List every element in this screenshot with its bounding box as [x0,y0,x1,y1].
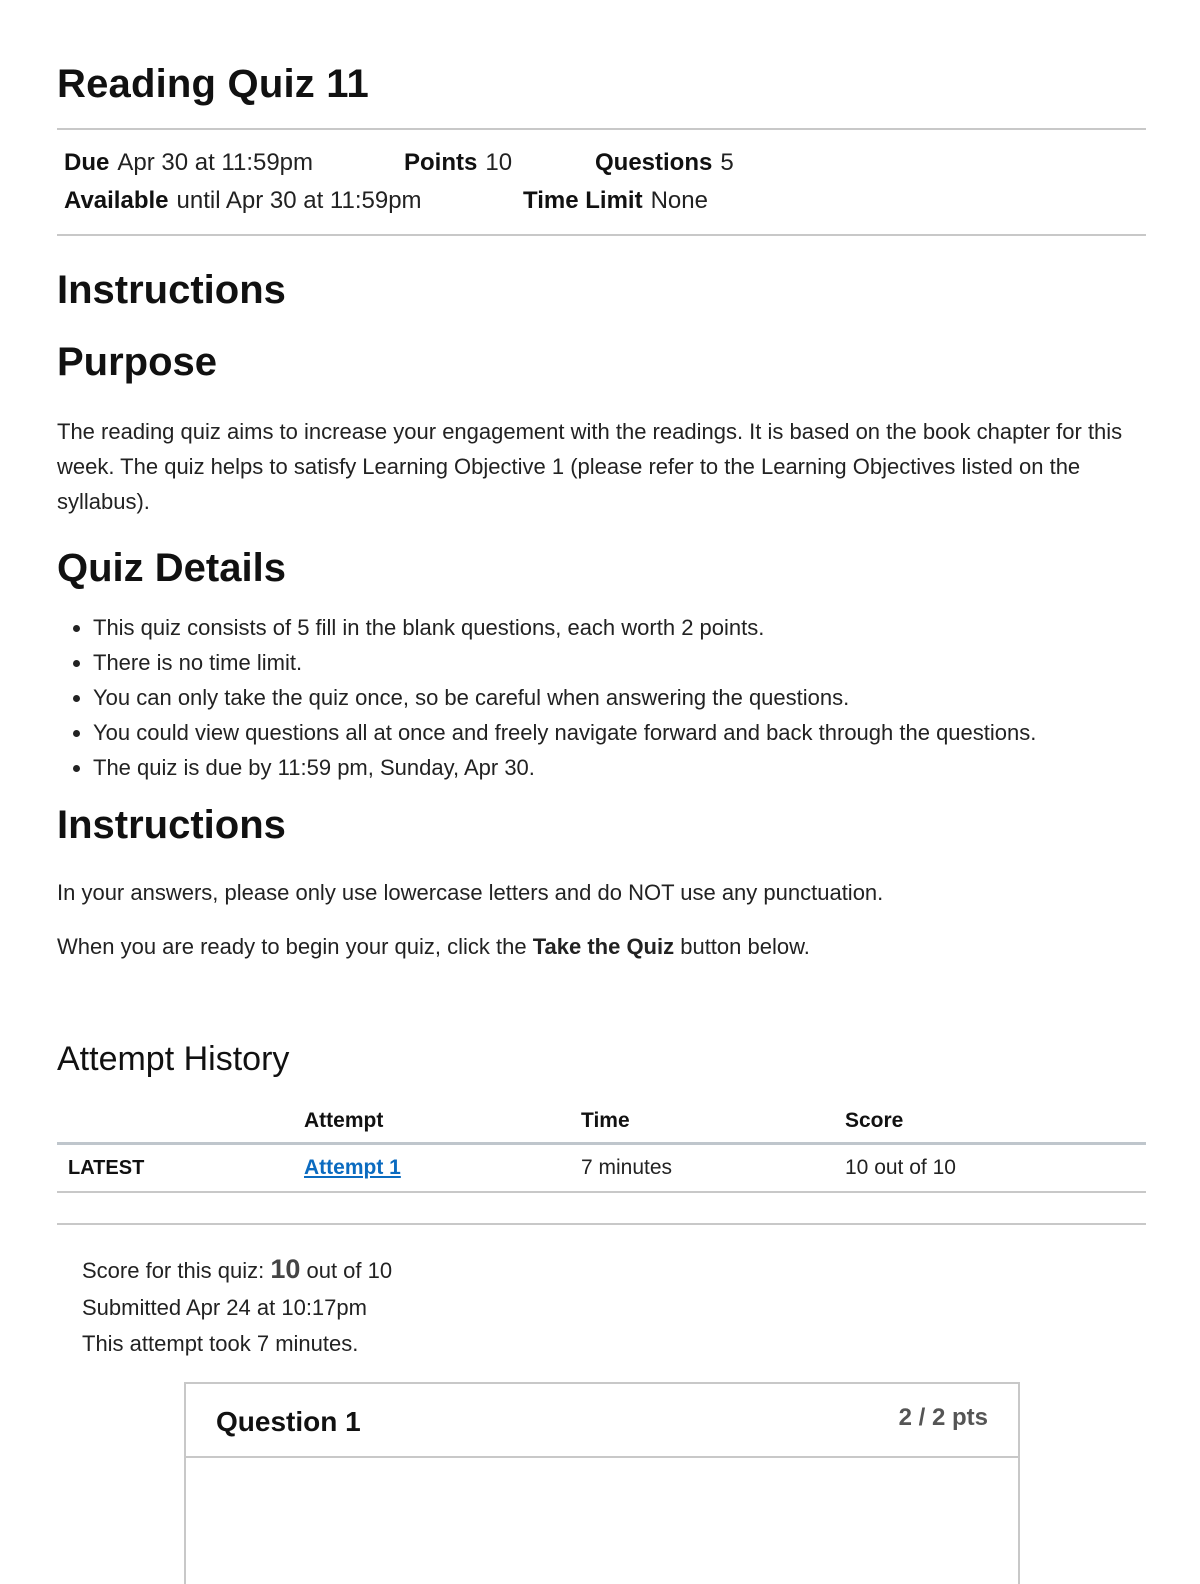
quiz-score [82,1254,392,1285]
due-info [64,149,313,177]
questions-value: 5 [720,149,734,176]
begin-suffix: button below. [674,934,810,959]
score-cell: 10 out of 10 [845,1144,1146,1193]
table-row [57,1144,1146,1193]
divider [57,128,1146,130]
score-value: 10 [270,1254,301,1284]
time-cell: 7 minutes [581,1144,845,1193]
column-header: Time [581,1100,845,1144]
available-label: Available [64,187,169,214]
purpose-text: The reading quiz aims to increase your engagement with the readings. It is based on the book chapter for this week. The quiz helps to satisfy Learning Objective 1 (please refer to the Learning Objectives listed on the syllabus). [57,419,1123,514]
begin-prefix: When you are ready to begin your quiz, click the [57,934,533,959]
score-prefix: Score for this quiz: [82,1258,271,1283]
column-header: Score [845,1100,1146,1144]
attempt-history-table [57,1100,1146,1193]
questions-info [595,149,734,177]
begin-instruction [57,929,1137,964]
attempt-history-heading: Attempt History [57,1040,290,1078]
list-item: • The quiz is due by 11:59 pm, Sunday, Apr 30. [93,750,1036,785]
score-suffix: out of 10 [300,1258,393,1283]
time-limit-value: None [650,187,708,214]
divider [57,1223,1146,1225]
divider [57,234,1146,236]
latest-tag: LATEST [57,1144,304,1193]
points-label: Points [404,149,478,176]
table-header-row [57,1100,1146,1144]
list-item: • You could view questions all at once and freely navigate forward and back through the questions. [93,715,1036,750]
attempt-link[interactable]: Attempt 1 [304,1156,401,1179]
due-value: Apr 30 at 11:59pm [117,149,314,176]
question-card [184,1382,1020,1584]
points-value: 10 [485,149,513,176]
column-header: Attempt [304,1100,581,1144]
page-title: Reading Quiz 11 [57,62,369,106]
attempt-duration: This attempt took 7 minutes. [82,1331,359,1356]
available-info [64,187,422,215]
questions-label: Questions [595,149,713,176]
time-limit-info [523,187,708,215]
points-info [404,149,512,177]
column-header [57,1100,304,1144]
instructions-heading: Instructions [57,268,286,312]
take-quiz-reference: Take the Quiz [532,934,675,959]
answer-note: In your answers, please only use lowercase letters and do NOT use any punctuation. [57,880,884,905]
list-item: • This quiz consists of 5 fill in the blank questions, each worth 2 points. [93,610,1036,645]
purpose-heading: Purpose [57,340,218,384]
quiz-details-list [57,610,1036,785]
question-title: Question 1 [216,1406,361,1437]
time-limit-label: Time Limit [523,187,643,214]
list-item: • There is no time limit. [93,645,1036,680]
submitted-time: Submitted Apr 24 at 10:17pm [82,1295,367,1320]
question-points: 2 / 2 pts [898,1404,988,1431]
available-value: until Apr 30 at 11:59pm [176,187,422,214]
question-header [186,1384,1018,1458]
instructions-subheading: Instructions [57,803,286,847]
due-label: Due [64,149,110,176]
quiz-details-heading: Quiz Details [57,546,286,590]
list-item: • You can only take the quiz once, so be careful when answering the questions. [93,680,1036,715]
attempt-cell [304,1144,581,1193]
